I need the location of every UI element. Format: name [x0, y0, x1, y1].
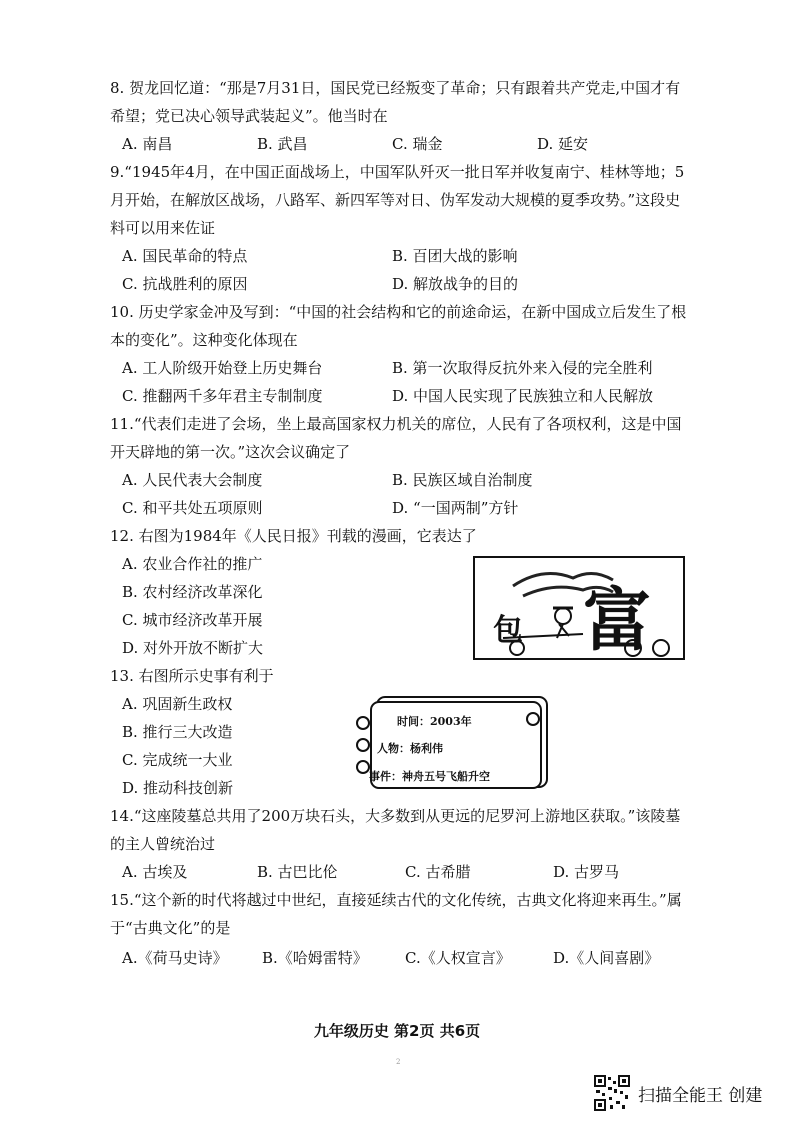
q8-option-c: C. 瑞金 [392, 135, 443, 153]
q10-stem-line2: 本的变化”。这种变化体现在 [110, 331, 298, 349]
q10-option-b: B. 第一次取得反抗外来入侵的完全胜利 [392, 359, 653, 377]
q14-option-d: D. 古罗马 [553, 863, 620, 881]
q9-stem-line3: 料可以用来佐证 [110, 219, 216, 237]
card-time: 时间：2003年 [397, 715, 472, 728]
card-person: 人物：杨利伟 [377, 742, 443, 755]
q10-stem-line1: 10. 历史学家金冲及写到：“中国的社会结构和它的前途命运，在新中国成立后发生了根 [110, 303, 687, 321]
q8-option-b: B. 武昌 [257, 135, 308, 153]
q15-option-d: D.《人间喜剧》 [553, 949, 660, 967]
q15-stem-line2: 于“古典文化”的是 [110, 919, 231, 937]
q11-option-a: A. 人民代表大会制度 [122, 471, 263, 489]
q9-option-d: D. 解放战争的目的 [392, 275, 519, 293]
q14-option-b: B. 古巴比伦 [257, 863, 338, 881]
q9-option-b: B. 百团大战的影响 [392, 247, 518, 265]
q15-option-b: B.《哈姆雷特》 [262, 949, 368, 967]
q10-option-d: D. 中国人民实现了民族独立和人民解放 [392, 387, 654, 405]
card-event: 事件：神舟五号飞船升空 [369, 770, 490, 783]
page-number-dot: 2 [396, 1058, 401, 1066]
q9-option-a: A. 国民革命的特点 [122, 247, 248, 265]
q13-stem-line1: 13. 右图所示史事有利于 [110, 667, 274, 685]
q11-option-b: B. 民族区域自治制度 [392, 471, 533, 489]
q13-card-figure [355, 693, 555, 793]
q13-option-a: A. 巩固新生政权 [122, 695, 233, 713]
q11-option-c: C. 和平共处五项原则 [122, 499, 263, 517]
q8-option-d: D. 延安 [537, 135, 589, 153]
q8-stem-line2: 希望；党已决心领导武装起义”。他当时在 [110, 107, 388, 125]
q12-cartoon-figure [473, 556, 685, 660]
q9-stem-line2: 月开始，在解放区战场，八路军、新四军等对日、伪军发动大规模的夏季攻势。”这段史 [110, 191, 681, 209]
cartoon-char-fu: 富 [583, 582, 652, 660]
q14-stem-line1: 14.“这座陵墓总共用了200万块石头，大多数到从更远的尼罗河上游地区获取。”该陵墓 [110, 807, 681, 825]
q10-option-a: A. 工人阶级开始登上历史舞台 [122, 359, 323, 377]
q15-option-c: C.《人权宣言》 [405, 949, 511, 967]
q13-option-b: B. 推行三大改造 [122, 723, 233, 741]
q10-option-c: C. 推翻两千多年君主专制制度 [122, 387, 323, 405]
q12-option-d: D. 对外开放不断扩大 [122, 639, 264, 657]
q14-option-c: C. 古希腊 [405, 863, 471, 881]
q12-option-c: C. 城市经济改革开展 [122, 611, 263, 629]
page-footer: 九年级历史 第2页 共6页 [313, 1022, 481, 1040]
cartoon-char-bao: 包 [493, 613, 523, 648]
q11-stem-line2: 开天辟地的第一次。”这次会议确定了 [110, 443, 351, 461]
q8-option-a: A. 南昌 [122, 135, 173, 153]
scanner-label: 扫描全能王 创建 [638, 1085, 763, 1106]
qr-code-icon [594, 1075, 630, 1111]
q12-option-a: A. 农业合作社的推广 [122, 555, 263, 573]
q14-stem-line2: 的主人曾统治过 [110, 835, 216, 853]
q13-option-c: C. 完成统一大业 [122, 751, 233, 769]
q15-option-a: A.《荷马史诗》 [122, 949, 228, 967]
q14-option-a: A. 古埃及 [122, 863, 188, 881]
q9-option-c: C. 抗战胜利的原因 [122, 275, 248, 293]
scanner-watermark [594, 1073, 762, 1113]
q13-option-d: D. 推动科技创新 [122, 779, 234, 797]
q11-option-d: D. “一国两制”方针 [392, 499, 519, 517]
q15-stem-line1: 15.“这个新的时代将越过中世纪，直接延续古代的文化传统，古典文化将迎来再生。”属 [110, 891, 682, 909]
q12-stem-line1: 12. 右图为1984年《人民日报》刊载的漫画，它表达了 [110, 527, 477, 545]
q9-stem-line1: 9.“1945年4月，在中国正面战场上，中国军队歼灭一批日军并收复南宁、桂林等地；5 [110, 163, 685, 181]
q8-stem-line1: 8. 贺龙回忆道：“那是7月31日，国民党已经叛变了革命；只有跟着共产党走,中国才有 [110, 79, 681, 97]
q12-option-b: B. 农村经济改革深化 [122, 583, 263, 601]
q11-stem-line1: 11.“代表们走进了会场，坐上最高国家权力机关的席位，人民有了各项权利，这是中国 [110, 415, 682, 433]
